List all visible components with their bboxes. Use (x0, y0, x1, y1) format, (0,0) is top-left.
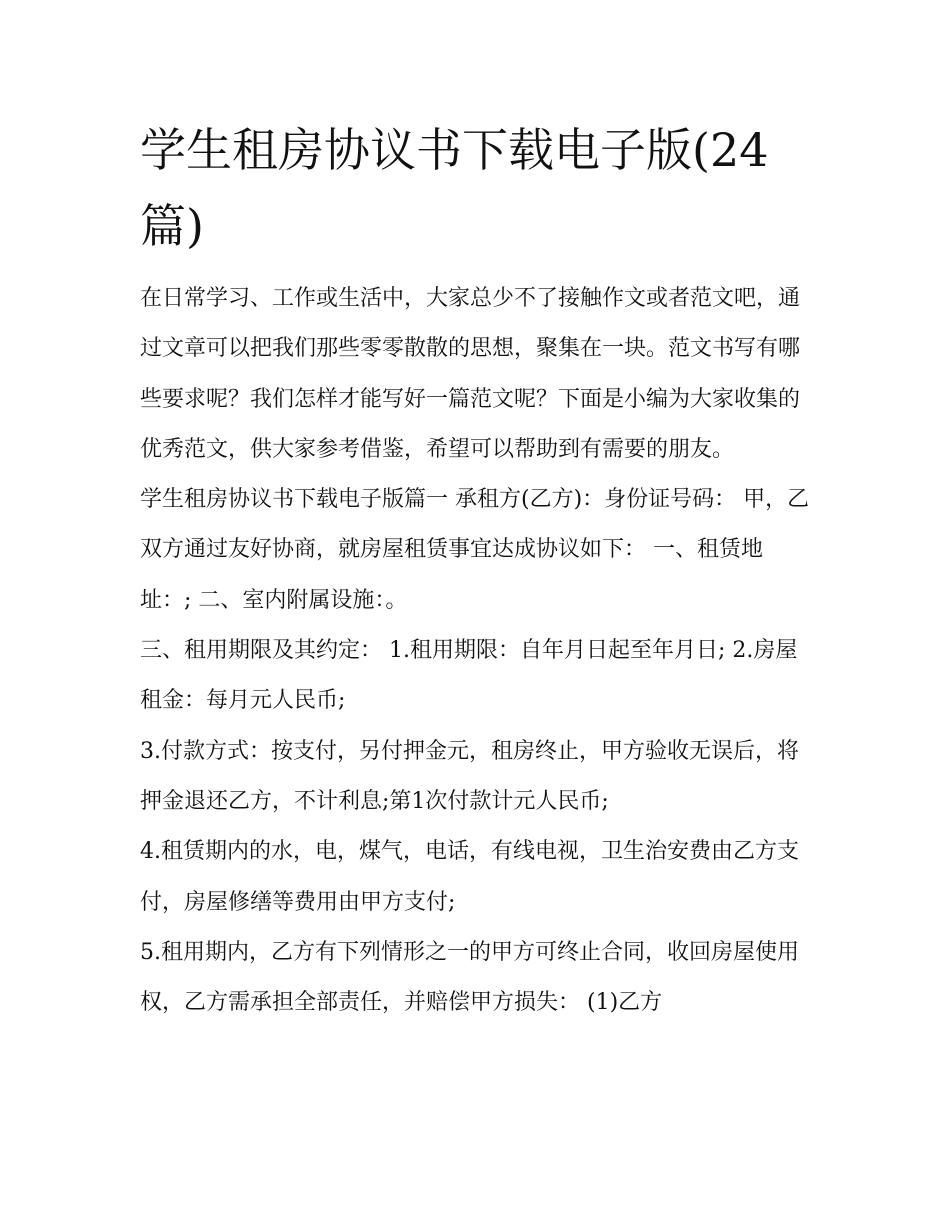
lease-term-paragraph: 三、租用期限及其约定： 1.租用期限：自年月日起至年月日; 2.房屋租金：每月元人民币; (140, 638, 798, 714)
termination-paragraph: 5.租用期内，乙方有下列情形之一的甲方可终止合同，收回房屋使用权，乙方需承担全部责任，并赔偿甲方损失： (1)乙方 (140, 939, 799, 1016)
intro-paragraph: 在日常学习、工作或生活中，大家总少不了接触作文或者范文吧，通过文章可以把我们那些零零散散的思想，聚集在一块。范文书写有哪些要求呢？我们怎样才能写好一篇范文呢？下面是小编为大家收集的优秀范文，供大家参考借鉴，希望可以帮助到有需要的朋友。 (140, 286, 801, 462)
agreement-header-paragraph: 学生租房协议书下载电子版篇一 承租方(乙方)：身份证号码： 甲，乙双方通过友好协商，就房屋租赁事宜达成协议如下： 一、租赁地址：; 二、室内附属设施：。 (140, 487, 810, 613)
payment-paragraph: 3.付款方式：按支付，另付押金元，租房终止，甲方验收无误后，将押金退还乙方，不计利息;第1次付款计元人民币; (140, 738, 799, 814)
document-title: 学生租房协议书下载电子版(24篇) (140, 123, 769, 253)
utilities-paragraph: 4.租赁期内的水，电，煤气，电话，有线电视，卫生治安费由乙方支付，房屋修缮等费用由甲方支付; (140, 839, 799, 915)
document-page (140, 112, 812, 1028)
